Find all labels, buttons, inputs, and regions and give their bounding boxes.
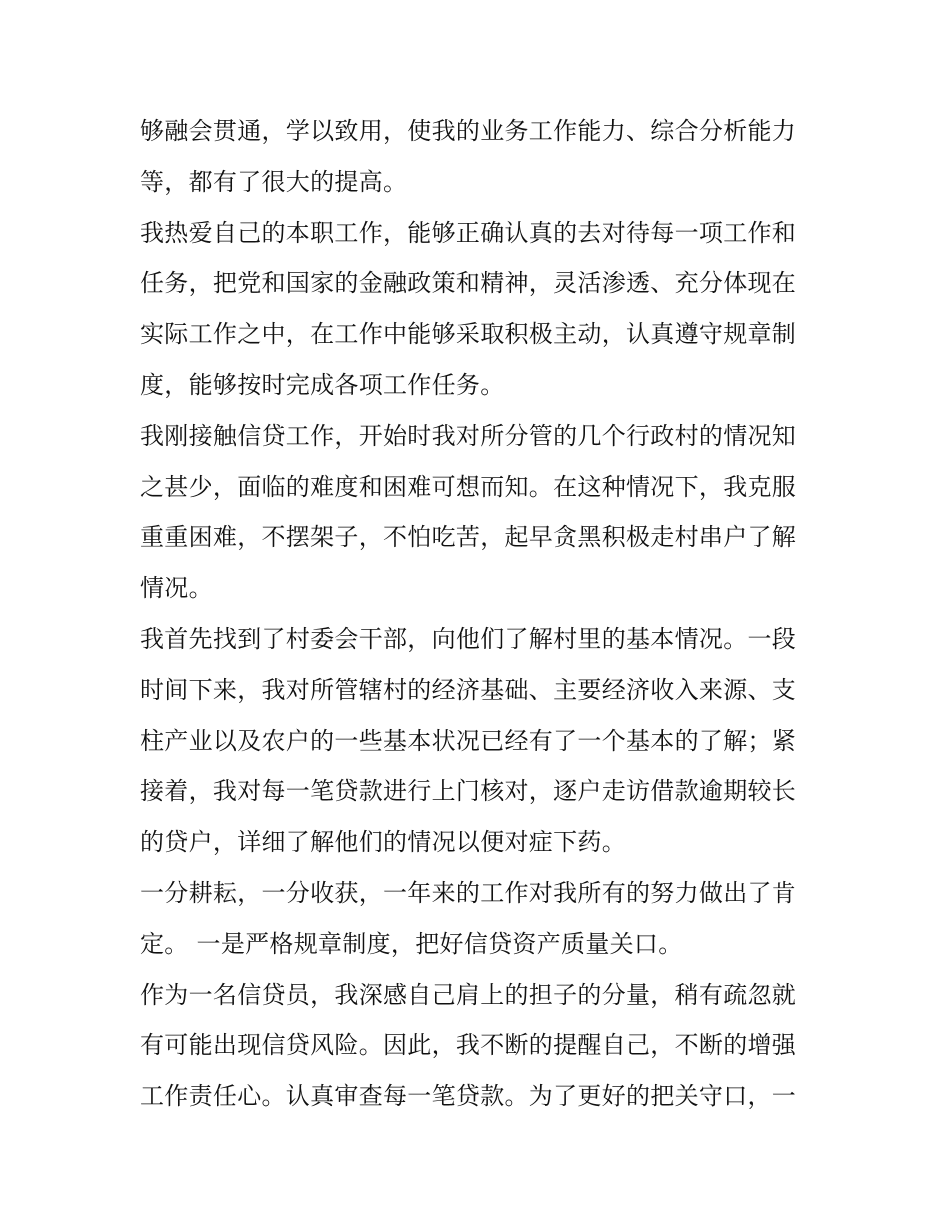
text-line: 作为一名信贷员，我深感自己肩上的担子的分量，稍有疏忽就 bbox=[140, 980, 797, 1009]
text-line: 我刚接触信贷工作，开始时我对所分管的几个行政村的情况知 bbox=[140, 421, 797, 450]
text-line: 之甚少，面临的难度和困难可想而知。在这种情况下，我克服 bbox=[140, 472, 797, 501]
text-line: 我热爱自己的本职工作，能够正确认真的去对待每一项工作和 bbox=[140, 218, 797, 247]
text-line: 定。 一是严格规章制度，把好信贷资产质量关口。 bbox=[140, 929, 683, 958]
text-line: 实际工作之中，在工作中能够采取积极主动，认真遵守规章制 bbox=[140, 320, 797, 349]
text-line: 的贷户，详细了解他们的情况以便对症下药。 bbox=[140, 828, 626, 857]
document-body bbox=[140, 106, 815, 1122]
text-line: 时间下来，我对所管辖村的经济基础、主要经济收入来源、支 bbox=[140, 675, 797, 704]
text-line: 度，能够按时完成各项工作任务。 bbox=[140, 370, 505, 399]
text-line: 工作责任心。认真审查每一笔贷款。为了更好的把关守口，一 bbox=[140, 1082, 797, 1111]
text-line: 任务，把党和国家的金融政策和精神，灵活渗透、充分体现在 bbox=[140, 269, 797, 298]
text-line: 柱产业以及农户的一些基本状况已经有了一个基本的了解；紧 bbox=[140, 726, 797, 755]
text-line: 够融会贯通，学以致用，使我的业务工作能力、综合分析能力 bbox=[140, 117, 797, 145]
text-line: 等，都有了很大的提高。 bbox=[140, 167, 408, 196]
text-line: 接着，我对每一笔贷款进行上门核对，逐户走访借款逾期较长 bbox=[140, 777, 797, 806]
text-line: 一分耕耘，一分收获，一年来的工作对我所有的努力做出了肯 bbox=[140, 878, 797, 907]
text-line: 我首先找到了村委会干部，向他们了解村里的基本情况。一段 bbox=[140, 624, 797, 653]
text-line: 有可能出现信贷风险。因此，我不断的提醒自己，不断的增强 bbox=[140, 1031, 797, 1060]
text-line: 重重困难，不摆架子，不怕吃苦，起早贪黑积极走村串户了解 bbox=[140, 523, 797, 552]
text-line: 情况。 bbox=[140, 574, 213, 603]
